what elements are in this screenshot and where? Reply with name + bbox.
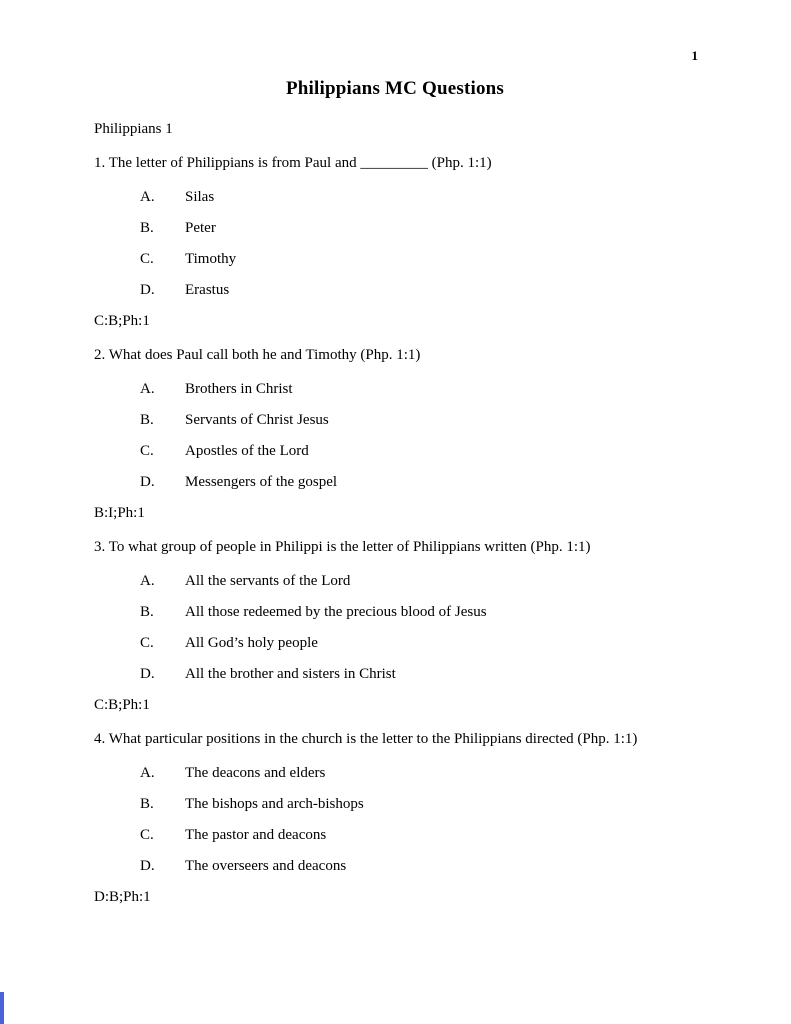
option-letter: A.: [140, 381, 155, 397]
answer-option: [94, 442, 696, 461]
question-prompt: 1. The letter of Philippians is from Paul and _________ (Php. 1:1): [94, 155, 492, 171]
option-letter: A.: [140, 189, 155, 205]
option-text: Erastus: [185, 282, 230, 298]
option-letter: C.: [140, 827, 154, 843]
option-letter: A.: [140, 573, 155, 589]
option-letter: D.: [140, 858, 155, 874]
answer-option: [94, 219, 696, 238]
answer-option: [94, 603, 696, 622]
option-letter: C.: [140, 443, 154, 459]
question-prompt: 3. To what group of people in Philippi is the letter of Philippians written (Php. 1:1): [94, 539, 591, 555]
option-letter: B.: [140, 220, 154, 236]
answer-option: [94, 250, 696, 269]
answer-option: [94, 473, 696, 492]
answer-option: [94, 188, 696, 207]
document-title: Philippians MC Questions: [285, 78, 505, 99]
question-block-1: [94, 151, 696, 331]
answer-option: [94, 857, 696, 876]
option-letter: B.: [140, 412, 154, 428]
option-text: Brothers in Christ: [185, 381, 293, 397]
question-block-3: [94, 535, 696, 715]
option-text: Apostles of the Lord: [185, 443, 309, 459]
option-text: All God’s holy people: [185, 635, 318, 651]
answer-key: D:B;Ph:1: [94, 889, 151, 905]
option-text: All the brother and sisters in Christ: [185, 666, 396, 682]
option-text: Timothy: [185, 251, 237, 267]
option-text: All the servants of the Lord: [185, 573, 351, 589]
answer-option: [94, 795, 696, 814]
option-letter: B.: [140, 604, 154, 620]
answer-option: [94, 634, 696, 653]
option-text: Silas: [185, 189, 215, 205]
option-letter: D.: [140, 282, 155, 298]
option-letter: D.: [140, 474, 155, 490]
answer-option: [94, 572, 696, 591]
option-text: The pastor and deacons: [185, 827, 327, 843]
question-prompt: 4. What particular positions in the church is the letter to the Philippians directed (Php. 1:1): [94, 731, 638, 747]
answer-option: [94, 380, 696, 399]
page-number: 1: [691, 48, 698, 63]
option-letter: A.: [140, 765, 155, 781]
option-text: Peter: [185, 220, 216, 236]
answer-key: C:B;Ph:1: [94, 697, 150, 713]
answer-option: [94, 281, 696, 300]
answer-option: [94, 411, 696, 430]
answer-key: B:I;Ph:1: [94, 505, 145, 521]
option-text: The overseers and deacons: [185, 858, 347, 874]
answer-option: [94, 764, 696, 783]
question-block-2: [94, 343, 696, 523]
option-letter: C.: [140, 251, 154, 267]
option-text: The deacons and elders: [185, 765, 326, 781]
option-letter: C.: [140, 635, 154, 651]
question-block-4: [94, 727, 696, 907]
option-text: The bishops and arch-bishops: [185, 796, 364, 812]
answer-key: C:B;Ph:1: [94, 313, 150, 329]
answer-option: [94, 826, 696, 845]
option-text: Messengers of the gospel: [185, 474, 338, 490]
scan-artifact-blue-mark: [0, 992, 4, 1024]
option-text: Servants of Christ Jesus: [185, 412, 329, 428]
option-letter: B.: [140, 796, 154, 812]
section-heading: Philippians 1: [94, 121, 173, 137]
option-text: All those redeemed by the precious blood of Jesus: [185, 604, 487, 620]
answer-option: [94, 665, 696, 684]
question-prompt: 2. What does Paul call both he and Timothy (Php. 1:1): [94, 347, 421, 363]
option-letter: D.: [140, 666, 155, 682]
